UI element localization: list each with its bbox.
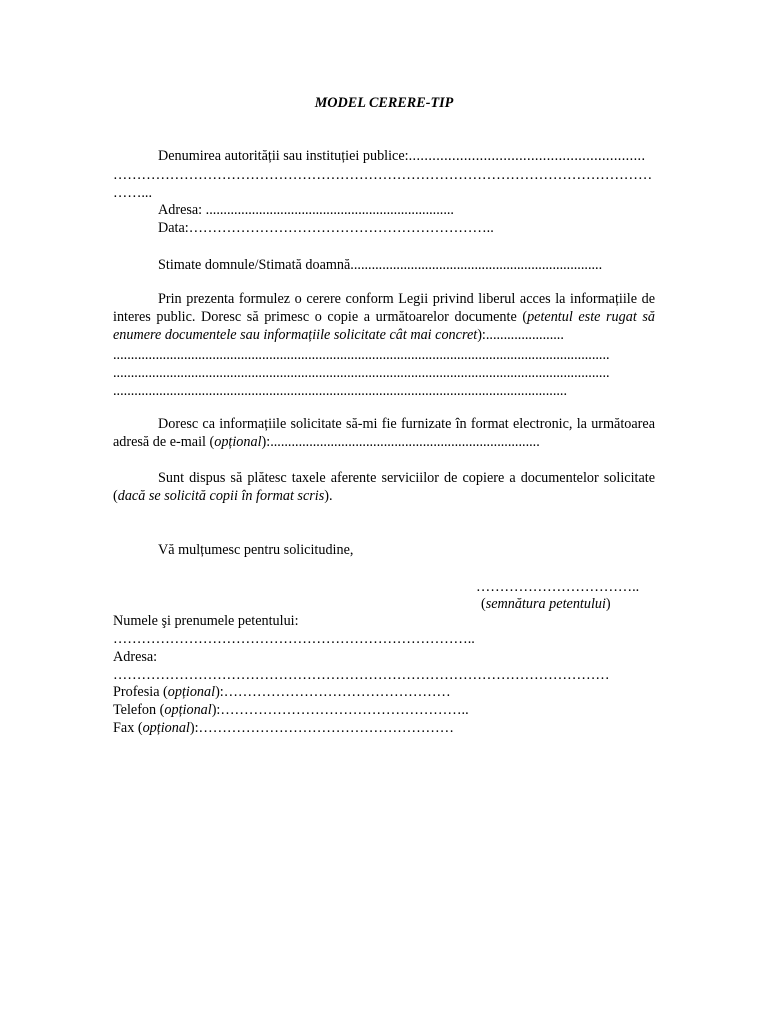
request-dots: ):...................... — [477, 327, 564, 343]
request-instructions: petentul este rugat să enumere documentele sau informațiile solicitate cât mai concret — [113, 309, 655, 343]
document-title: MODEL CERERE-TIP — [314, 95, 454, 111]
fax-optional: opțional — [142, 720, 190, 736]
request-dots-line-2: ............................................................................................................................................ — [113, 365, 610, 381]
fees-end: ). — [324, 488, 333, 504]
email-text: Doresc ca informațiile solicitate să-mi fie furnizate în format electronic, la următoarea adresă de e-mail ( — [113, 416, 655, 450]
date-dots: ……………………………………………………….. — [188, 220, 494, 236]
address-dots: ...................................................................... — [205, 202, 454, 218]
request-paragraph — [113, 290, 655, 344]
profession-label: Profesia ( — [113, 684, 168, 700]
authority-dots-line-2: …………………………………………………………………………………………………… — [113, 167, 653, 183]
profession-dots: ):………………………………………… — [215, 684, 451, 700]
phone-dots: ):…………………………………………….. — [211, 702, 469, 718]
authority-line — [158, 147, 645, 165]
profession-optional: opțional — [167, 684, 216, 700]
address-line — [158, 201, 454, 219]
phone-label: Telefon ( — [113, 702, 165, 718]
authority-dots-line-3: ……... — [113, 185, 153, 201]
salutation-line — [158, 256, 602, 274]
email-dots: ):............................................................................ — [261, 434, 540, 450]
profession-line — [113, 683, 451, 701]
authority-dots: ............................................................ — [408, 148, 646, 164]
petitioner-name-dots: ………………………………………………………………….. — [113, 631, 475, 647]
date-line — [158, 219, 494, 237]
fees-condition: dacă se solicită copii în format scris — [117, 488, 325, 504]
fees-text: Sunt dispus să plătesc taxele aferente serviciilor de copiere a documentelor solicitate ( — [113, 470, 655, 504]
request-dots-line-3: ................................................................................................................................ — [113, 383, 567, 399]
email-paragraph — [113, 415, 655, 451]
email-optional: opțional — [214, 434, 262, 450]
signature-label-text: semnătura petentului — [485, 596, 606, 612]
phone-line — [113, 701, 469, 719]
fees-paragraph — [113, 469, 655, 505]
fax-label: Fax ( — [113, 720, 143, 736]
date-label: Data: — [158, 220, 189, 236]
signature-dots: …………………………….. — [476, 579, 640, 595]
address-label: Adresa: — [158, 202, 206, 218]
fax-line — [113, 719, 454, 737]
thanks-line: Vă mulțumesc pentru solicitudine, — [158, 542, 354, 558]
request-text: Prin prezenta formulez o cerere conform Legii privind liberul acces la informațiile de interes public. Doresc să primesc o copie a următoarelor documente ( — [113, 291, 655, 325]
salutation-label: Stimate domnule/Stimată doamnă — [158, 257, 351, 273]
fax-dots: ):……………………………………………… — [189, 720, 454, 736]
petitioner-name-label: Numele şi prenumele petentului: — [113, 613, 299, 629]
phone-optional: opțional — [164, 702, 212, 718]
signature-label: (semnătura petentului) — [481, 596, 611, 612]
salutation-dots: ....................................................................... — [350, 257, 603, 273]
petitioner-address-label: Adresa: — [113, 649, 158, 665]
request-dots-line-1: ............................................................................................................................................ — [113, 347, 610, 363]
petitioner-address-dots: …………………………………………………………………………………………… — [113, 667, 610, 683]
authority-label: Denumirea autorității sau instituției publice: — [158, 148, 409, 164]
